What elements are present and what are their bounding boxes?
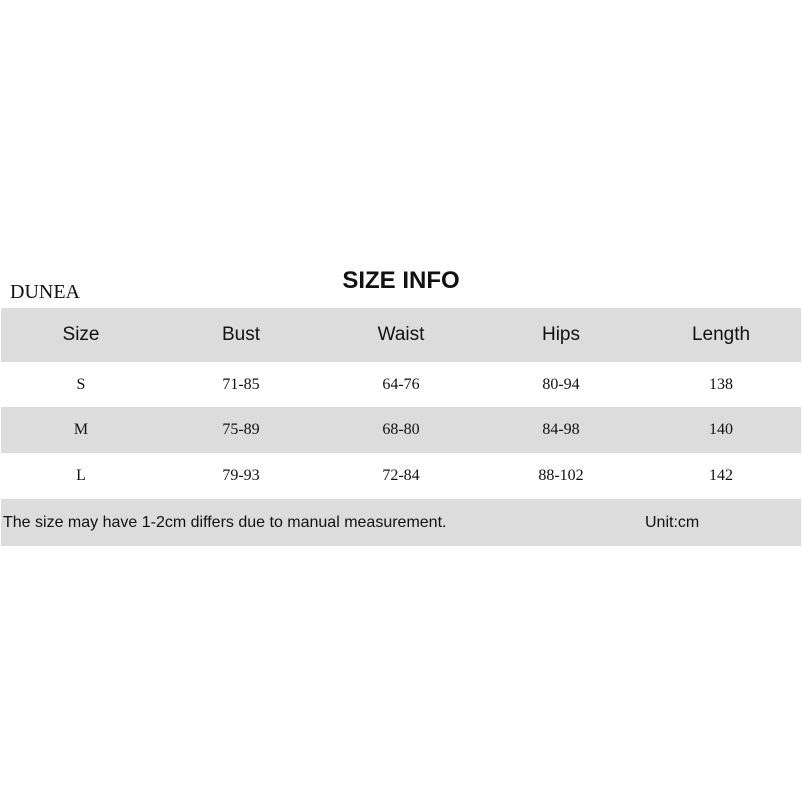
chart-title: SIZE INFO <box>342 267 460 294</box>
cell-waist: 64-76 <box>382 375 420 393</box>
cell-hips: 84-98 <box>542 421 580 438</box>
header-bust: Bust <box>221 324 261 345</box>
cell-waist: 72-84 <box>382 467 420 484</box>
cell-hips: 80-94 <box>542 375 580 393</box>
cell-bust: 79-93 <box>222 467 260 484</box>
cell-hips: 88-102 <box>538 467 584 484</box>
cell-length: 140 <box>709 421 733 438</box>
header-length: Length <box>691 324 751 345</box>
cell-length: 138 <box>709 375 733 393</box>
table-row <box>1 453 801 499</box>
cell-size: M <box>73 421 89 438</box>
header-waist: Waist <box>377 324 425 345</box>
cell-waist: 68-80 <box>382 421 420 438</box>
header-hips: Hips <box>541 324 580 345</box>
cell-size: S <box>76 375 86 393</box>
unit-label: Unit:cm <box>645 514 700 531</box>
cell-bust: 75-89 <box>222 421 260 438</box>
table-header-row <box>1 308 801 362</box>
header-size: Size <box>62 324 100 345</box>
cell-bust: 71-85 <box>222 375 260 393</box>
table-row <box>1 407 801 453</box>
cell-length: 142 <box>709 467 733 484</box>
measurement-note: The size may have 1-2cm differs due to manual measurement. <box>3 514 447 531</box>
cell-size: L <box>76 467 86 484</box>
table-row <box>1 362 801 407</box>
table-footer-row <box>1 499 801 546</box>
brand-name: DUNEA <box>10 281 80 303</box>
